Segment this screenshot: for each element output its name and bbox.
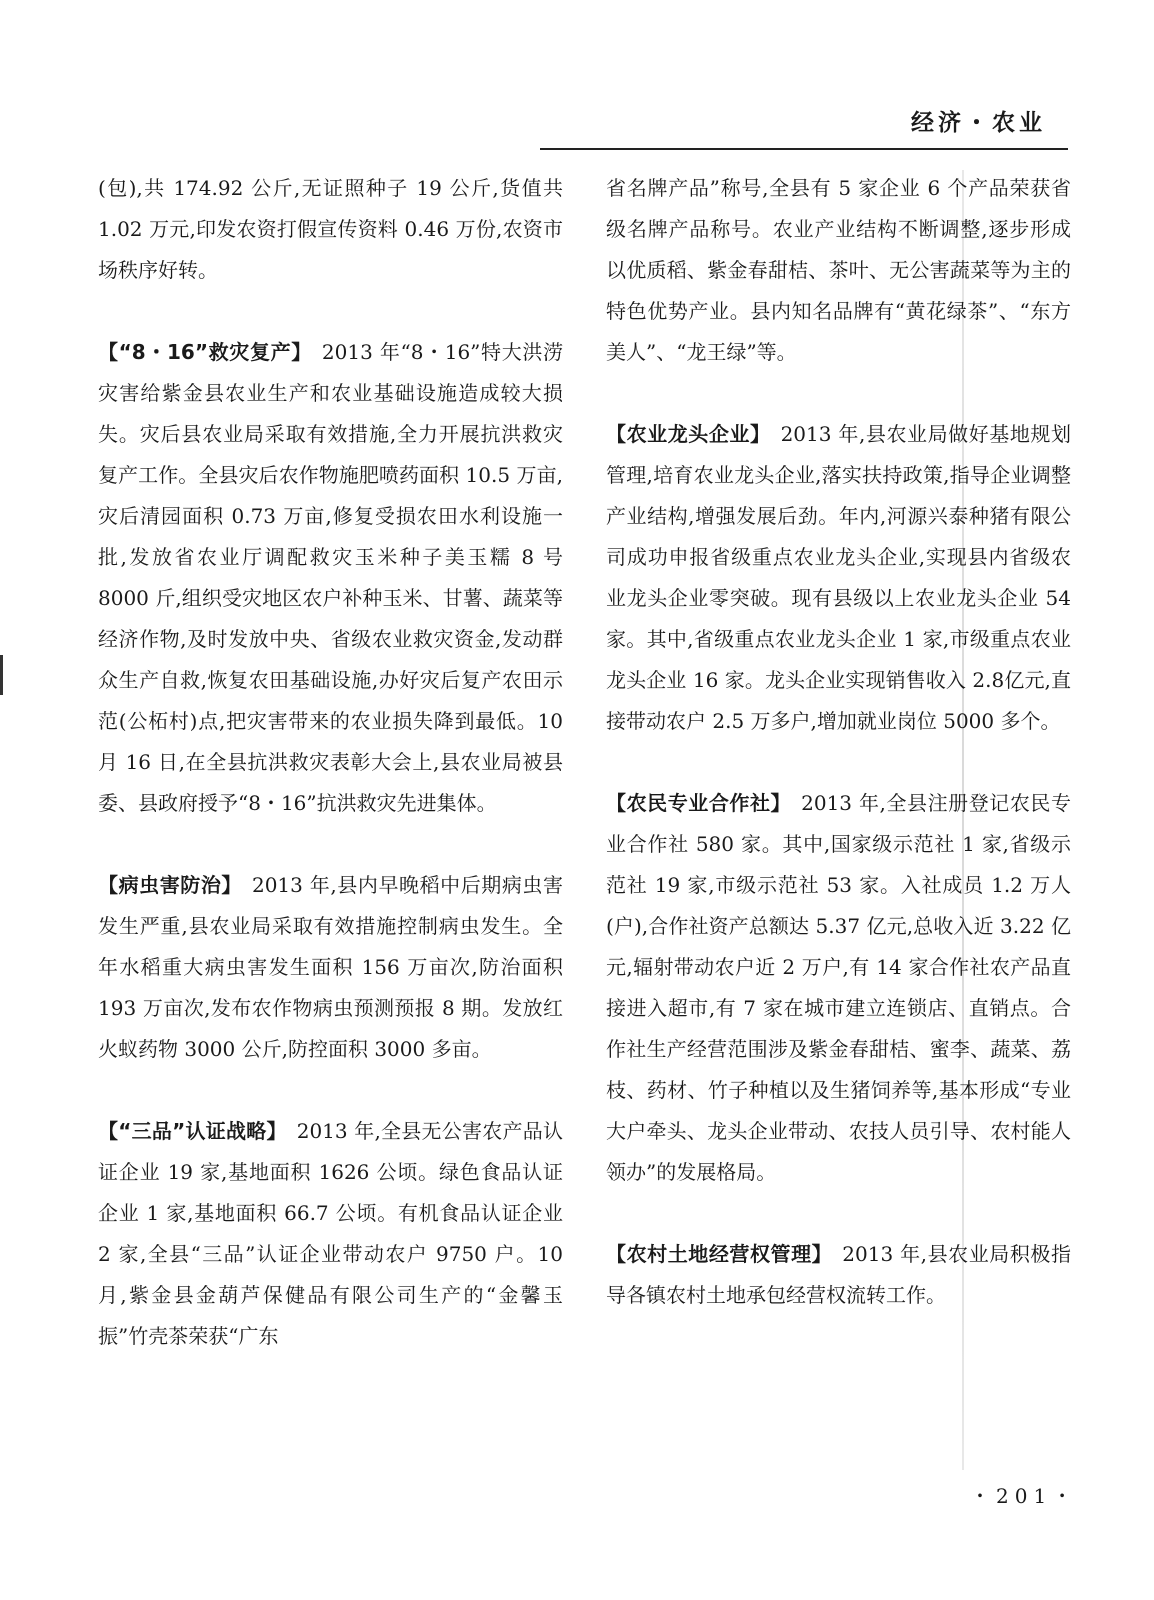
paragraph-body: 2013 年,全县注册登记农民专业合作社 580 家。其中,国家级示范社 1 家,省级示范社 19 家,市级示范社 53 家。入社成员 1.2 万人(户),合作社资产总额达 5.37 亿元,总收入近 3.22 亿元,辐射带动农户近 2 万户,有 14 家合作社农产品直接进入超市,有 7 家在城市建立连锁店、直销点。合作社生产经营范围涉及紫金春甜桔、蜜李、蔬菜、荔枝、药材、竹子种植以及生猪饲养等,基本形成“专业大户牵头、龙头企业带动、农技人员引导、农村能人领办”的发展格局。 — [606, 791, 1071, 1184]
paragraph-disaster-recovery — [98, 332, 563, 824]
paragraph-pest-control — [98, 865, 563, 1070]
left-column — [98, 168, 563, 1398]
paragraph-certification — [98, 1111, 563, 1357]
running-header — [540, 100, 1068, 150]
page-number: ・201・ — [970, 1484, 1079, 1508]
paragraph-land-management — [606, 1234, 1071, 1316]
paragraph-continued: 省名牌产品”称号,全县有 5 家企业 6 个产品荣获省级名牌产品称号。农业产业结构不断调整,逐步形成以优质稻、紫金春甜桔、茶叶、无公害蔬菜等为主的特色优势产业。县内知名品牌有“黄花绿茶”、“东方美人”、“龙王绿”等。 — [606, 176, 1071, 364]
section-heading: 【“8・16”救灾复产】 — [98, 340, 312, 364]
paragraph-body: 2013 年,县农业局做好基地规划管理,培育农业龙头企业,落实扶持政策,指导企业调整产业结构,增强发展后劲。年内,河源兴泰种猪有限公司成功申报省级重点农业龙头企业,实现县内省级农业龙头企业零突破。现有县级以上农业龙头企业 54 家。其中,省级重点农业龙头企业 1 家,市级重点农业龙头企业 16 家。龙头企业实现销售收入 2.8亿元,直接带动农户 2.5 万多户,增加就业岗位 5000 多个。 — [606, 422, 1072, 733]
section-heading: 【农业龙头企业】 — [606, 422, 771, 446]
paragraph-body: 2013 年,县内早晚稻中后期病虫害发生严重,县农业局采取有效措施控制病虫发生。全年水稻重大病虫害发生面积 156 万亩次,防治面积 193 万亩次,发布农作物病虫预测预报 8 期。发放红火蚁药物 3000 公斤,防控面积 3000 多亩。 — [98, 873, 563, 1061]
section-title: 经济・农业 — [911, 110, 1046, 136]
section-heading: 【病虫害防治】 — [98, 873, 242, 897]
section-heading: 【农民专业合作社】 — [606, 791, 792, 815]
right-column — [606, 168, 1071, 1357]
paragraph-continued: (包),共 174.92 公斤,无证照种子 19 公斤,货值共 1.02 万元,印发农资打假宣传资料 0.46 万份,农资市场秩序好转。 — [98, 176, 563, 282]
paragraph-body: 2013 年,县农业局积极指导各镇农村土地承包经营权流转工作。 — [606, 1242, 1071, 1307]
scan-edge-mark — [0, 655, 3, 695]
section-heading: 【“三品”认证战略】 — [98, 1119, 287, 1143]
section-heading: 【农村土地经营权管理】 — [606, 1242, 833, 1266]
paragraph-cooperatives — [606, 783, 1071, 1193]
paragraph-body: 2013 年“8・16”特大洪涝灾害给紫金县农业生产和农业基础设施造成较大损失。灾后县农业局采取有效措施,全力开展抗洪救灾复产工作。全县灾后农作物施肥喷药面积 10.5 万亩,灾后清园面积 0.73 万亩,修复受损农田水利设施一批,发放省农业厅调配救灾玉米种子美玉糯 8 号 8000 斤,组织受灾地区农户补种玉米、甘薯、蔬菜等经济作物,及时发放中央、省级农业救灾资金,发动群众生产自救,恢复农田基础设施,办好灾后复产农田示范(公柘村)点,把灾害带来的农业损失降到最低。10 月 16 日,在全县抗洪救灾表彰大会上,县农业局被县委、县政府授予“8・16”抗洪救灾先进集体。 — [98, 340, 563, 815]
paragraph-leading-enterprises — [606, 414, 1071, 742]
paragraph-body: 2013 年,全县无公害农产品认证企业 19 家,基地面积 1626 公顷。绿色食品认证企业 1 家,基地面积 66.7 公顷。有机食品认证企业 2 家,全县“三品”认证企业带动农户 9750 户。10 月,紫金县金葫芦保健品有限公司生产的“金馨玉振”竹壳茶荣获“广东 — [98, 1119, 563, 1348]
